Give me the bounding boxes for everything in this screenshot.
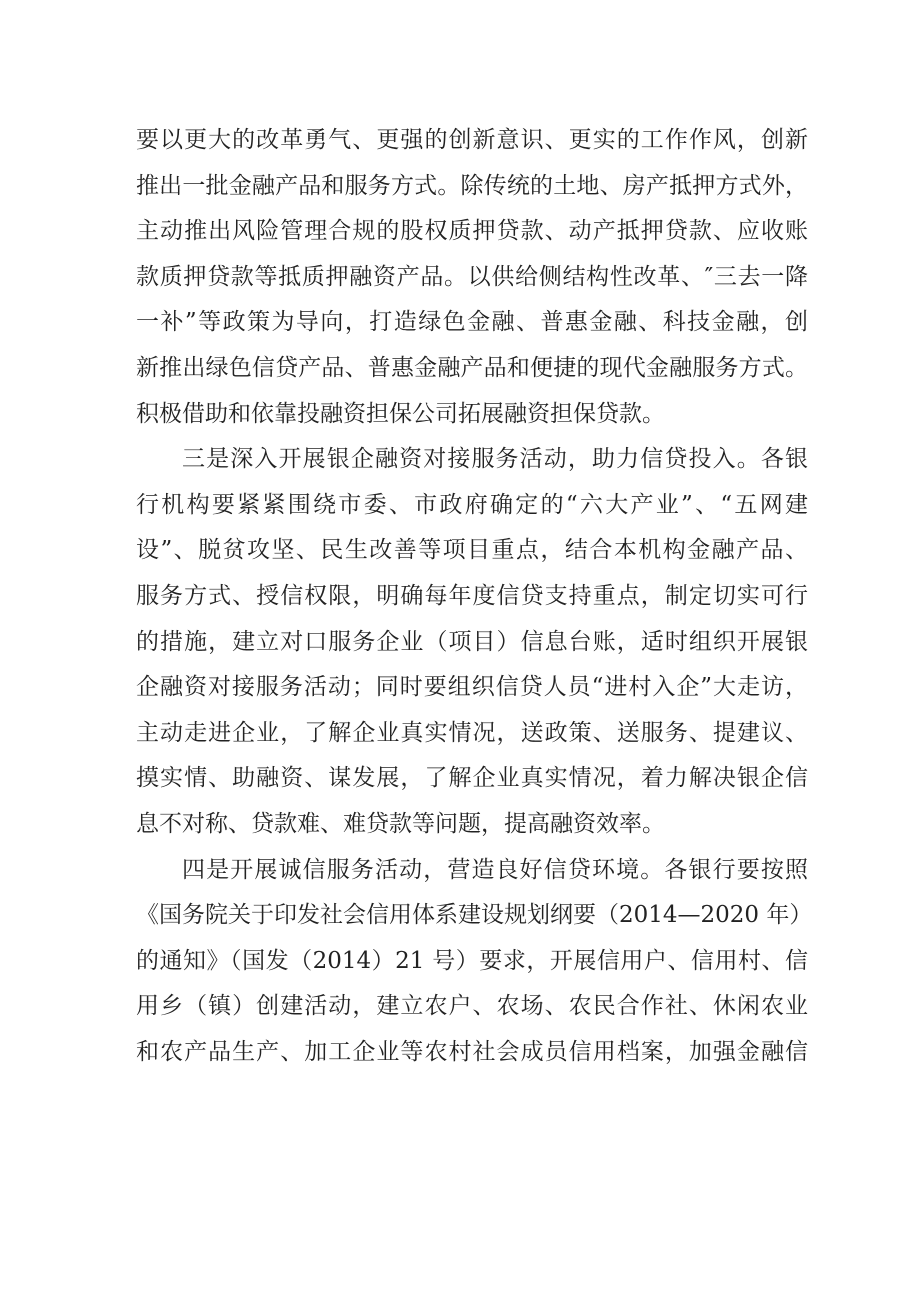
text-line: 企融资对接服务活动；同时要组织信贷人员“进村入企”大走访， [136, 674, 808, 701]
text-line: 积极借助和依靠投融资担保公司拓展融资担保贷款。 [136, 400, 665, 427]
text-line: 行机构要紧紧围绕市委、市政府确定的“六大产业”、“五网建 [136, 491, 808, 518]
text-line: 息不对称、贷款难、难贷款等问题，提高融资效率。 [136, 810, 665, 837]
text-line: 的措施，建立对口服务企业（项目）信息台账，适时组织开展银 [136, 628, 808, 655]
text-line: 用乡（镇）创建活动，建立农户、农场、农民合作社、休闲农业 [136, 993, 808, 1020]
text-line: 摸实情、助融资、谋发展，了解企业真实情况，着力解决银企信 [136, 765, 808, 792]
text-line: 主动走进企业，了解企业真实情况，送政策、送服务、提建议、 [136, 719, 808, 746]
document-body [136, 118, 813, 1075]
text-line: 要以更大的改革勇气、更强的创新意识、更实的工作作风，创新 [136, 127, 808, 153]
text-line: 三是深入开展银企融资对接服务活动，助力信贷投入。各银 [182, 446, 808, 473]
paragraph-3 [136, 848, 813, 1076]
paragraph-2 [136, 437, 808, 847]
paragraph-1 [136, 118, 808, 437]
text-line: 四是开展诚信服务活动，营造良好信贷环境。各银行要按照 [182, 856, 808, 883]
text-line: 的通知》（国发（2014）21 号）要求，开展信用户、信用村、信 [136, 947, 808, 974]
text-line: 《国务院关于印发社会信用体系建设规划纲要（2014—2020 年） [136, 902, 813, 929]
text-line: 和农产品生产、加工企业等农村社会成员信用档案，加强金融信 [136, 1038, 808, 1065]
text-line: 服务方式、授信权限，明确每年度信贷支持重点，制定切实可行 [136, 582, 808, 609]
text-line: 新推出绿色信贷产品、普惠金融产品和便捷的现代金融服务方式。 [136, 354, 808, 381]
text-line: 主动推出风险管理合规的股权质押贷款、动产抵押贷款、应收账 [136, 218, 808, 245]
text-line: 推出一批金融产品和服务方式。除传统的土地、房产抵押方式外， [136, 172, 808, 199]
text-line: 设”、脱贫攻坚、民生改善等项目重点，结合本机构金融产品、 [136, 537, 808, 564]
text-line: 一补”等政策为导向，打造绿色金融、普惠金融、科技金融，创 [136, 309, 808, 336]
text-line: 款质押贷款等抵质押融资产品。以供给侧结构性改革、″三去一降 [136, 263, 808, 290]
